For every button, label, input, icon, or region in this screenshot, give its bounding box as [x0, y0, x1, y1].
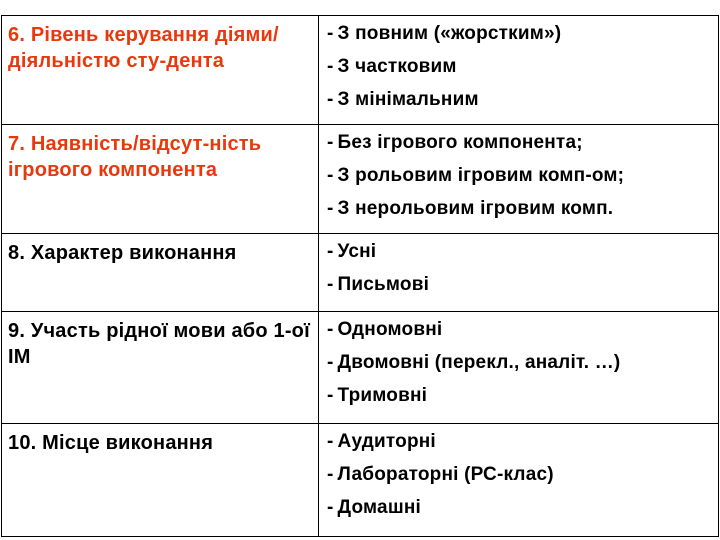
- option-text: Аудиторні: [337, 431, 436, 452]
- option-text: З нерольовим ігровим комп.: [337, 198, 614, 219]
- table-row: [2, 16, 719, 125]
- option-text: З рольовим ігровим комп-ом;: [337, 165, 625, 186]
- option-text: Без ігрового компонента;: [337, 132, 583, 153]
- criterion-number: 7.: [8, 133, 26, 155]
- dash-marker: -: [327, 464, 334, 485]
- criterion-cell: [2, 312, 319, 424]
- dash-marker: -: [327, 274, 334, 295]
- list-item: [327, 165, 714, 187]
- criterion-number: 8.: [8, 242, 26, 264]
- list-item: [327, 23, 714, 45]
- table-row: [2, 125, 719, 234]
- dash-marker: -: [327, 352, 334, 373]
- list-item: [327, 274, 714, 296]
- list-item: [327, 56, 714, 78]
- criterion-cell: [2, 16, 319, 125]
- list-item: [327, 464, 714, 486]
- criterion-label: Рівень керування діями/діяльністю сту-дента: [8, 24, 279, 72]
- option-text: З мінімальним: [337, 89, 479, 110]
- dash-marker: -: [327, 132, 334, 153]
- list-item: [327, 241, 714, 263]
- option-text: Тримовні: [337, 385, 428, 406]
- criterion-label: Наявність/відсут-ність ігрового компонента: [8, 133, 262, 181]
- list-item: [327, 319, 714, 341]
- table-row: [2, 424, 719, 537]
- dash-marker: -: [327, 198, 334, 219]
- list-item: [327, 497, 714, 519]
- criterion-label: Місце виконання: [42, 432, 214, 454]
- list-item: [327, 431, 714, 453]
- list-item: [327, 352, 714, 374]
- dash-marker: -: [327, 165, 334, 186]
- option-text: Одномовні: [337, 319, 443, 340]
- options-cell: [319, 234, 719, 312]
- dash-marker: -: [327, 89, 334, 110]
- list-item: [327, 198, 714, 220]
- dash-marker: -: [327, 431, 334, 452]
- criterion-number: 10.: [8, 432, 37, 454]
- criterion-cell: [2, 234, 319, 312]
- option-text: Усні: [337, 241, 377, 262]
- options-cell: [319, 16, 719, 125]
- option-text: Двомовні (перекл., аналіт. …): [337, 352, 621, 373]
- list-item: [327, 89, 714, 111]
- table-row: [2, 234, 719, 312]
- dash-marker: -: [327, 385, 334, 406]
- options-cell: [319, 125, 719, 234]
- options-list: [327, 431, 714, 519]
- dash-marker: -: [327, 497, 334, 518]
- criterion-label: Участь рідної мови або 1-ої ІМ: [8, 320, 310, 368]
- options-cell: [319, 424, 719, 537]
- options-cell: [319, 312, 719, 424]
- criterion-cell: [2, 424, 319, 537]
- dash-marker: -: [327, 241, 334, 262]
- criterion-number: 9.: [8, 320, 26, 342]
- option-text: З повним («жорстким»): [337, 23, 562, 44]
- dash-marker: -: [327, 56, 334, 77]
- option-text: Лабораторні (РС-клас): [337, 464, 554, 485]
- criterion-cell: [2, 125, 319, 234]
- criterion-label: Характер виконання: [30, 242, 237, 264]
- table-row: [2, 312, 719, 424]
- option-text: З частковим: [337, 56, 457, 77]
- options-list: [327, 23, 714, 111]
- dash-marker: -: [327, 23, 334, 44]
- list-item: [327, 385, 714, 407]
- dash-marker: -: [327, 319, 334, 340]
- option-text: Домашні: [337, 497, 422, 518]
- options-list: [327, 319, 714, 407]
- options-list: [327, 241, 714, 296]
- options-list: [327, 132, 714, 220]
- option-text: Письмові: [337, 274, 430, 295]
- list-item: [327, 132, 714, 154]
- criterion-number: 6.: [8, 24, 26, 46]
- criteria-table: [1, 15, 719, 537]
